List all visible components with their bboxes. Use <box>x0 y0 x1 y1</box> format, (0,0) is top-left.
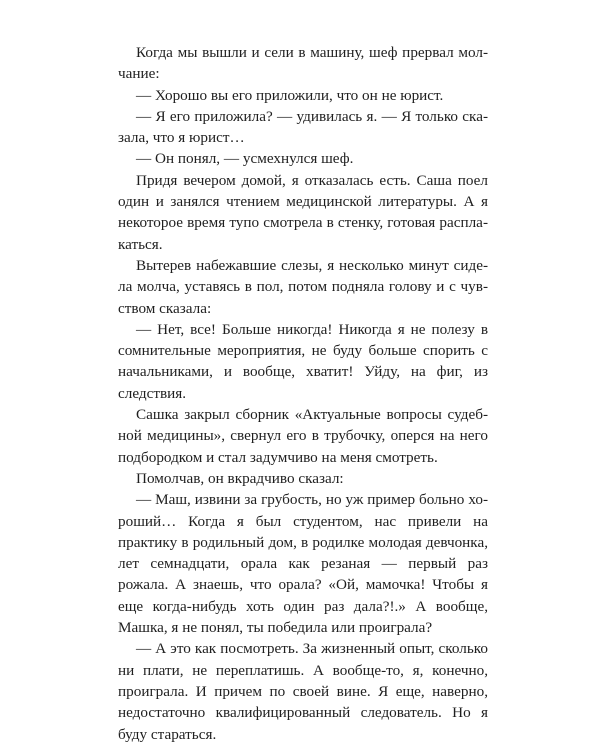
paragraph: — Он понял, — усмехнулся шеф. <box>136 150 354 168</box>
paragraph: Сашка закрыл сборник «Актуальные вопросы судебной медицины», свернул его в трубочку, оперся на него подбородком и стал задумчиво на меня смотреть. <box>118 406 488 466</box>
book-page-text <box>118 42 488 745</box>
paragraph: Помолчав, он вкрадчиво сказал: <box>136 469 344 487</box>
paragraph: — Маш, извини за грубость, но уж пример больно хороший… Когда я был студентом, нас привели на практику в родильный дом, в родилке молодая девчонка, лет семнадцати, орала как резаная — первый раз рожала. А знаешь, что орала? «Ой, мамочка! Чтобы я еще когда-нибудь хоть один раз дала?!.» А вообще, Машка, я не понял, ты победила или проиграла? <box>118 491 488 637</box>
paragraph: Когда мы вышли и сели в машину, шеф прервал молчание: <box>118 44 488 83</box>
paragraph: — Нет, все! Больше никогда! Никогда я не полезу в сомнительные мероприятия, не буду больше спорить с начальниками, и вообще, хватит! Уйду, на фиг, из следствия. <box>118 320 488 402</box>
paragraph: Придя вечером домой, я отказалась есть. Саша поел один и занялся чтением медицинской литературы. А я некоторое время тупо смотрела в стенку, готовая расплакаться. <box>118 171 488 253</box>
paragraph: — Хорошо вы его приложили, что он не юрист. <box>136 86 444 104</box>
paragraph: — А это как посмотреть. За жизненный опыт, сколько ни плати, не переплатишь. А вообще-то, я, конечно, проиграла. И причем по своей вине. Я еще, наверно, недостаточно квалифицированный следователь. Но я буду стараться. <box>118 640 488 743</box>
paragraph: — Я его приложила? — удивилась я. — Я только сказала, что я юрист… <box>118 107 488 147</box>
paragraph: Вытерев набежавшие слезы, я несколько минут сидела молча, уставясь в пол, потом подняла голову и с чувством сказала: <box>118 256 488 317</box>
